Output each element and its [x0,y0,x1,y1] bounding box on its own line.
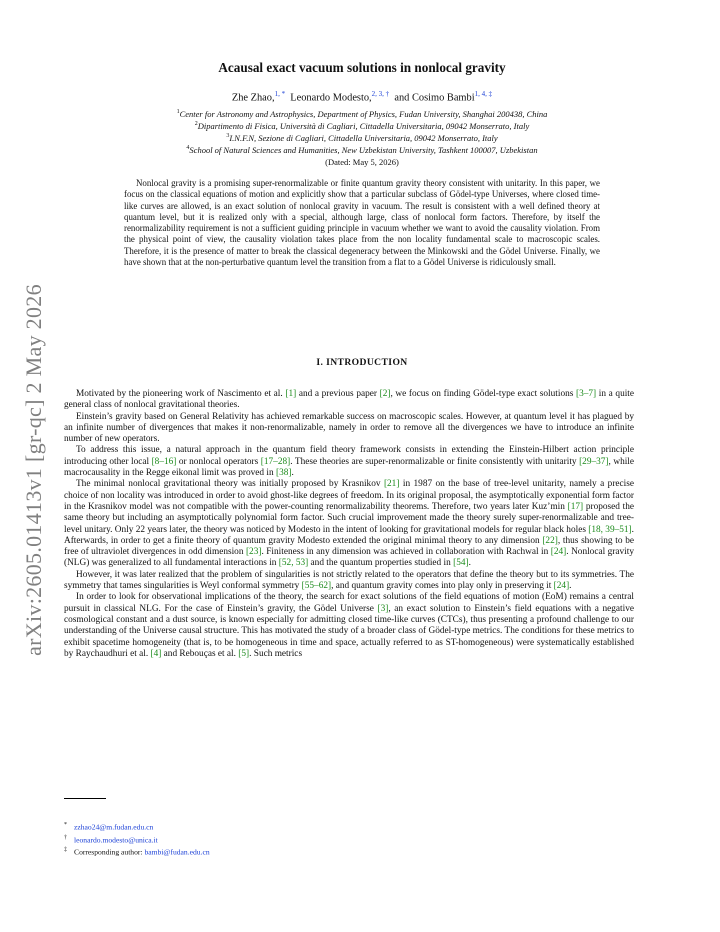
footnote-marker: † [64,834,67,841]
section-heading: I. INTRODUCTION [316,357,408,368]
citation-link[interactable]: [29–37] [579,456,609,467]
body-text: and a previous paper [296,389,380,399]
citation-link[interactable]: [24] [553,581,570,592]
citation-link[interactable]: [3–7] [576,389,597,399]
body-text: , and quantum gravity comes into play only in preserving it [331,581,554,592]
citation-link[interactable]: [52, 53] [278,558,309,569]
paper-title: Acausal exact vacuum solutions in nonlocal gravity [218,60,506,75]
author-affiliation-marker[interactable]: 1, * [274,90,286,98]
affiliation-text: Dipartimento di Fisica, Università di Cagliari, Cittadella Universitaria, 09042 Monserrato, Italy [197,121,530,131]
footnote-marker: * [64,822,67,828]
body-text: , thus showing to be free of ultraviolet divergences in odd dimension [64,535,634,558]
affiliation-number: 2 [194,121,198,128]
author-name: Zhe Zhao, [231,92,275,104]
body-paragraph [64,412,634,446]
body-text: or nonlocal operators [176,456,261,467]
affiliation [64,109,660,119]
citation-link[interactable]: [18, 39–51] [588,524,632,535]
arxiv-sidebar [0,0,60,932]
body-text: . Nonlocal gravity (NLG) was generalized to all fundamental interactions in [64,547,634,569]
body-text: Einstein’s gravity based on General Relativity has achieved remarkable success on macroscopic scales. However, at quantum level it has plagued by an infinite number of divergences that makes it non-renormalizable, namely in order to remove all the divergences we have to introduce an infinite number of new operators. [64,411,634,445]
citation-link[interactable]: [4] [150,648,162,659]
body-text: and Rebouças et al. [161,648,239,659]
citation-link[interactable]: [23] [245,547,262,558]
citation-link[interactable]: [21] [383,479,400,490]
footnote [64,833,210,846]
citation-link[interactable]: [8–16] [151,456,177,467]
body-paragraph [64,570,634,593]
author-list [64,90,660,103]
body-text: However, it was later realized that the problem of singularities is not strictly related to the operators that define the theory but to its symmetries. The symmetry that tames singularities is Weyl conformal symmetry [64,569,634,592]
body-text: In order to look for observational implications of the theory, the search for exact solutions of the field equations of motion (EoM) remains a central pursuit in classical NLG. For the case of Einstein’s gravity, the Gödel Universe [64,592,634,614]
body-text: . Such metrics [249,648,303,659]
citation-link[interactable]: [5] [238,648,250,659]
affiliation-number: 3 [226,133,230,140]
body-text: , an exact solution to Einstein’s field equations with a negative cosmological constant and a dust source, is known especially for admitting closed time-like curves (CTCs), thus presenting a profound challenge to our understanding of the Universe causal structure. This has motivated the study of a broader class of Gödel-type metrics. The conditions for these metrics to exhibit spacetime homogeneity (that is, to be homogeneous in time and space, actually referred to as ST-homogeneous) were systematically established by Raychaudhuri et al. [64,603,634,659]
footnote [64,820,210,833]
body-text: To address this issue, a natural approach in the quantum field theory framework consists in extending the Einstein-Hilbert action principle introducing other local [64,445,634,467]
email-link[interactable]: bambi@fudan.edu.cn [144,848,210,857]
body-text: . Afterwards, in order to get a finite theory of quantum gravity Modesto extended the original minimal theory to any dimension [64,524,634,546]
citation-link[interactable]: [1] [285,389,297,399]
dated-line: (Dated: May 5, 2026) [325,157,399,167]
body-text: . [291,468,294,479]
citation-link[interactable]: [17–28] [260,456,291,467]
arxiv-stamp: arXiv:2605.01413v1 [gr-qc] 2 May 2026 [21,284,46,656]
email-link[interactable]: leonardo.modesto@unica.it [74,835,158,845]
abstract: Nonlocal gravity is a promising super-renormalizable or finite quantum gravity theory consistent with unitarity. In this paper, we focus on the classical equations of motion and explicitly show that a particular subclass of Gödel-type Universes, where closed time-like curves are allowed, is an exact solution of nonlocal gravity in vacuum. The result is consistent with a well defined theory at quantum level, but it is realized only with a special, although large, class of nonlocal form factors. Therefore, by itself the renormalizability requirement is not a sufficient guiding principle in vacuum whether we want to avoid the causality violation. From the physical point of view, the causality violation takes place from the non locality fundamental scale to macroscopic scales. Therefore, it is the presence of matter to break the classical degeneracy between the Minkowski and the Gödel Universe. Finally, we have shown that at the non-perturbative quantum level the transition from a flat to a Gödel Universe is ridiculously small. [124,178,600,267]
body-paragraph [64,592,634,660]
email-link[interactable]: zzhao24@m.fudan.edu.cn [74,822,154,832]
author-affiliation-marker[interactable]: 1, 4, ‡ [474,90,493,98]
affiliation-text: School of Natural Sciences and Humanities, New Uzbekistan University, Tashkent 100007, Uzbekistan [189,145,538,155]
body-text: in a quite general class of nonlocal gravitational theories. [64,389,635,411]
citation-link[interactable]: [54] [453,558,469,569]
body-text: . [468,558,471,569]
affiliation [64,121,660,131]
footnote-marker: ‡ [64,847,67,854]
citation-link[interactable]: [24] [550,547,567,558]
body-text: , we focus on finding Gödel-type exact solutions [390,389,577,399]
citation-link[interactable]: [22] [542,535,558,546]
body-text: proposed the same theory but including an asymptotically polynomial form factor. Such crucial improvement made the theory surely super-renormalizable and tree-level unitary. Only 22 years later, the theory was noticed by Modesto in the intent of looking for gravitational models for regular black holes [64,501,635,535]
author-name: and Cosimo Bambi [394,92,475,104]
body-paragraph [64,445,634,479]
body-text: The minimal nonlocal gravitational theory was initially proposed by Krasnikov [76,479,384,490]
body-text: Motivated by the pioneering work of Nascimento et al. [76,389,286,399]
body-text: . [569,581,572,592]
citation-link[interactable]: [3] [377,603,389,614]
body-paragraph [64,389,634,412]
body-text: . These theories are super-renormalizable or finite consistently with unitarity [290,456,580,467]
citation-link[interactable]: [55–62] [301,581,332,592]
author-name: Leonardo Modesto, [290,92,372,104]
affiliation-number: 4 [186,145,190,152]
citation-link[interactable]: [17] [567,501,584,512]
footnote-rule [64,798,106,799]
introduction-body [64,389,634,660]
affiliation [64,133,660,143]
body-text: and the quantum properties studied in [308,558,454,569]
body-text: in 1987 on the base of tree-level unitarity, namely a precise choice of non locality was introduced in order to avoid ghost-like degrees of freedom. In its original proposal, the asymptotically exponential form factor in the Krasnikov model was not compatible with the power-counting renormalizability theorems. Therefore, two years later Kuz’min [64,479,634,512]
body-text: , while macrocausality in the Regge eikonal limit was proved in [64,456,635,479]
author-affiliation-marker[interactable]: 2, 3, † [371,90,390,98]
affiliation-text: Center for Astronomy and Astrophysics, Department of Physics, Fudan University, Shanghai 200438, China [179,109,548,119]
affiliation-number: 1 [176,109,180,116]
footnote-label: Corresponding author: [74,848,145,857]
affiliation [64,145,660,155]
footnote [64,845,210,858]
body-text: . Finiteness in any dimension was achieved in collaboration with Rachwal in [261,547,551,558]
affiliation-text: I.N.F.N, Sezione di Cagliari, Cittadella Universitaria, 09042 Monserrato, Italy [229,133,498,143]
footnotes [64,820,210,858]
body-paragraph [64,479,634,569]
citation-link[interactable]: [38] [275,468,292,479]
citation-link[interactable]: [2] [379,389,391,399]
